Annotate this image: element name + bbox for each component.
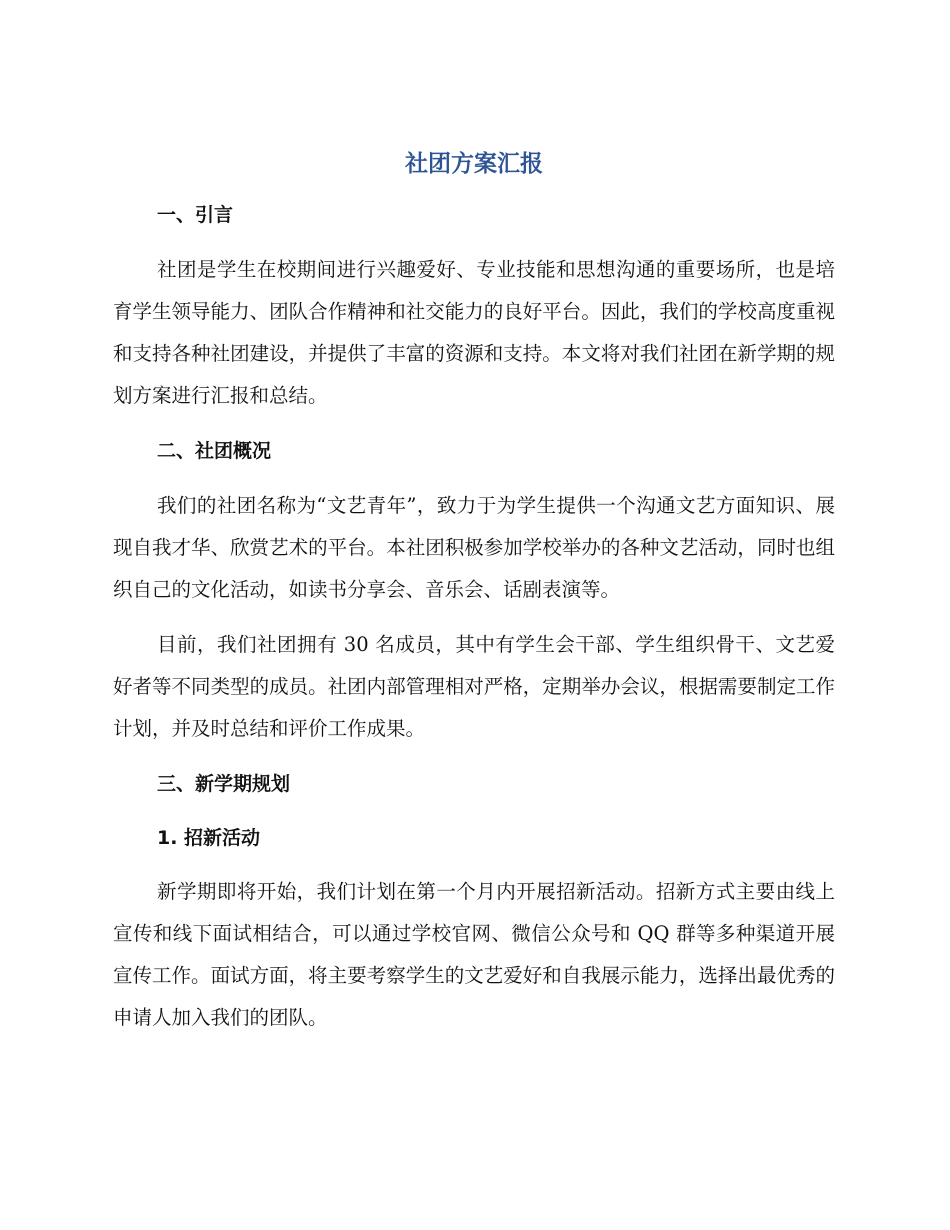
paragraph-recruitment: 新学期即将开始，我们计划在第一个月内开展招新活动。招新方式主要由线上宣传和线下面试相结合，可以通过学校官网、微信公众号和 QQ 群等多种渠道开展宣传工作。面试方面，将主要考察学生的文艺爱好和自我展示能力，选择出最优秀的申请人加入我们的团队。 <box>113 880 835 1029</box>
paragraph-introduction: 社团是学生在校期间进行兴趣爱好、专业技能和思想沟通的重要场所，也是培育学生领导能力、团队合作精神和社交能力的良好平台。因此，我们的学校高度重视和支持各种社团建设，并提供了丰富的资源和支持。本文将对我们社团在新学期的规划方案进行汇报和总结。 <box>113 258 835 407</box>
section-heading-new-semester-plan: 三、新学期规划 <box>157 773 291 795</box>
paragraph-club-overview-2: 目前，我们社团拥有 30 名成员，其中有学生会干部、学生组织骨干、文艺爱好者等不同类型的成员。社团内部管理相对严格，定期举办会议，根据需要制定工作计划，并及时总结和评价工作成果。 <box>113 633 835 740</box>
section-heading-introduction: 一、引言 <box>157 204 234 226</box>
document-body <box>113 146 835 1039</box>
subsection-heading-recruitment: 1. 招新活动 <box>157 827 261 849</box>
paragraph-club-overview-1: 我们的社团名称为“文艺青年”，致力于为学生提供一个沟通文艺方面知识、展现自我才华、欣赏艺术的平台。本社团积极参加学校举办的各种文艺活动，同时也组织自己的文化活动，如读书分享会、音乐会、话剧表演等。 <box>113 494 835 601</box>
document-title: 社团方案汇报 <box>405 151 543 177</box>
section-heading-club-overview: 二、社团概况 <box>157 440 272 462</box>
